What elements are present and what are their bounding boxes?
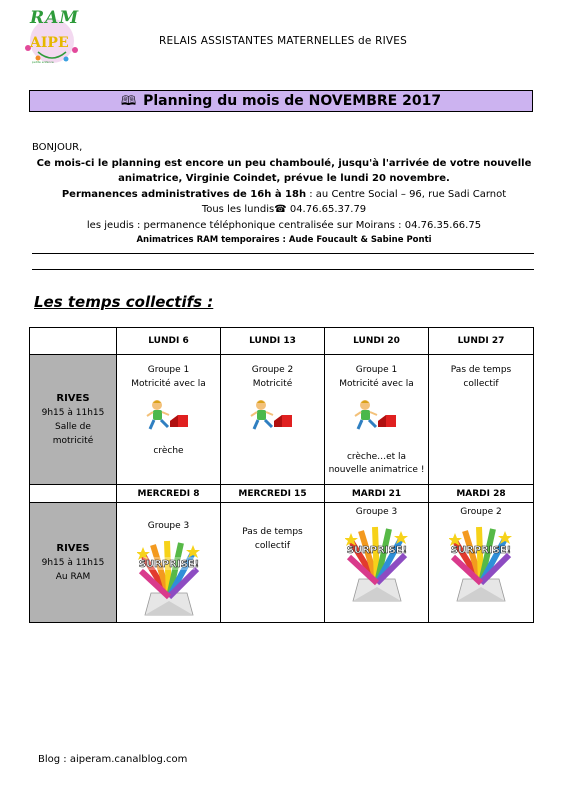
cell-line: Pas de temps: [242, 527, 303, 537]
row-time: 9h15 à 11h15: [41, 407, 105, 418]
intro-line-3: [32, 187, 536, 203]
column-header: MARDI 28: [429, 485, 534, 503]
intro-line-1: Ce mois-ci le planning est encore un peu chamboulé, jusqu'à l'arrivée de votre nouvelle: [36, 157, 532, 169]
banner-title: Planning du mois de NOVEMBRE 2017: [143, 93, 442, 109]
column-header: LUNDI 13: [221, 328, 325, 355]
row-place: RIVES: [56, 542, 90, 554]
cell-line: crèche…et la: [346, 452, 407, 462]
cell-line: Pas de temps: [450, 365, 512, 375]
cell-line: Motricité avec la: [339, 379, 414, 389]
cell-line: collectif: [254, 541, 291, 551]
table-corner-cell: [30, 485, 117, 503]
table-cell: [429, 503, 534, 623]
permanence-hours: Permanences administratives de 16h à 18h: [61, 188, 307, 200]
column-header: MERCREDI 8: [117, 485, 221, 503]
row-time: 9h15 à 11h15: [41, 557, 105, 568]
row-place: RIVES: [56, 392, 90, 404]
divider-line-2: [32, 269, 534, 270]
page-header-title: RELAIS ASSISTANTES MATERNELLES de RIVES: [159, 35, 407, 47]
logo-tagline: petite enfance: [32, 60, 54, 64]
surprise-label: SURPRISE!: [450, 545, 512, 556]
mondays-phone: 04.76.65.37.79: [286, 204, 367, 215]
intro-line-5: les jeudis : permanence téléphonique centralisée sur Moirans : 04.76.35.66.75: [86, 219, 482, 231]
logo-aipe-text: AIPE: [30, 35, 69, 51]
section-title: Les temps collectifs :: [34, 293, 214, 311]
table-cell: [117, 355, 221, 485]
child-climbing-icon: [248, 397, 298, 437]
row-side-cell: [30, 355, 117, 485]
intro-text-block: [32, 140, 536, 249]
row-room: Salle de motricité: [52, 421, 94, 446]
book-icon: 🕮: [120, 94, 137, 109]
table-cell: [221, 355, 325, 485]
surprise-label: SURPRISE!: [346, 545, 407, 556]
row-side-cell: [30, 503, 117, 623]
intro-line-6: Animatrices RAM temporaires : Aude Foucault & Sabine Ponti: [136, 235, 432, 245]
intro-line-4: [32, 202, 536, 218]
cell-line: Groupe 1: [147, 365, 190, 375]
table-corner-cell: [30, 328, 117, 355]
column-header: LUNDI 27: [429, 328, 534, 355]
table-cell: [429, 355, 534, 485]
surprise-label: SURPRISE!: [138, 559, 199, 570]
column-header: MARDI 21: [325, 485, 429, 503]
column-header: LUNDI 20: [325, 328, 429, 355]
table-row: [30, 355, 534, 485]
table-cell: [325, 503, 429, 623]
intro-line-2: animatrice, Virginie Coindet, prévue le lundi 20 novembre.: [118, 173, 450, 184]
mondays-label: Tous les lundis: [201, 204, 275, 215]
cell-line: Groupe 3: [147, 521, 190, 531]
cell-line: Groupe 2: [251, 365, 294, 375]
cell-line: nouvelle animatrice !: [328, 465, 425, 475]
surprise-envelope-icon: [137, 535, 201, 617]
table-cell: [117, 503, 221, 623]
cell-line: crèche: [153, 446, 184, 456]
cell-line: Groupe 1: [355, 365, 398, 375]
divider-line-1: [32, 253, 534, 254]
child-climbing-icon: [352, 397, 402, 437]
column-header: LUNDI 6: [117, 328, 221, 355]
table-row: [30, 503, 534, 623]
table-header-row: [30, 328, 534, 355]
surprise-envelope-icon: [345, 521, 409, 603]
row-room: Au RAM: [55, 571, 91, 582]
table-cell: [325, 355, 429, 485]
cell-line: collectif: [463, 379, 499, 389]
cell-line: Groupe 2: [460, 507, 502, 517]
phone-icon: ☎: [274, 204, 287, 215]
cell-line: Motricité avec la: [131, 379, 206, 389]
greeting: BONJOUR,: [32, 142, 83, 153]
column-header: MERCREDI 15: [221, 485, 325, 503]
cell-line: Motricité: [252, 379, 293, 389]
blog-footer: Blog : aiperam.canalblog.com: [38, 754, 188, 765]
table-cell: [221, 503, 325, 623]
logo-ram-text: RAM: [30, 8, 80, 28]
planning-banner: [29, 90, 533, 112]
surprise-envelope-icon: [449, 521, 513, 603]
child-climbing-icon: [144, 397, 194, 437]
table-header-row: [30, 485, 534, 503]
permanence-address: : au Centre Social – 96, rue Sadi Carnot: [306, 188, 507, 200]
planning-table: [29, 327, 534, 623]
cell-line: Groupe 3: [355, 507, 398, 517]
